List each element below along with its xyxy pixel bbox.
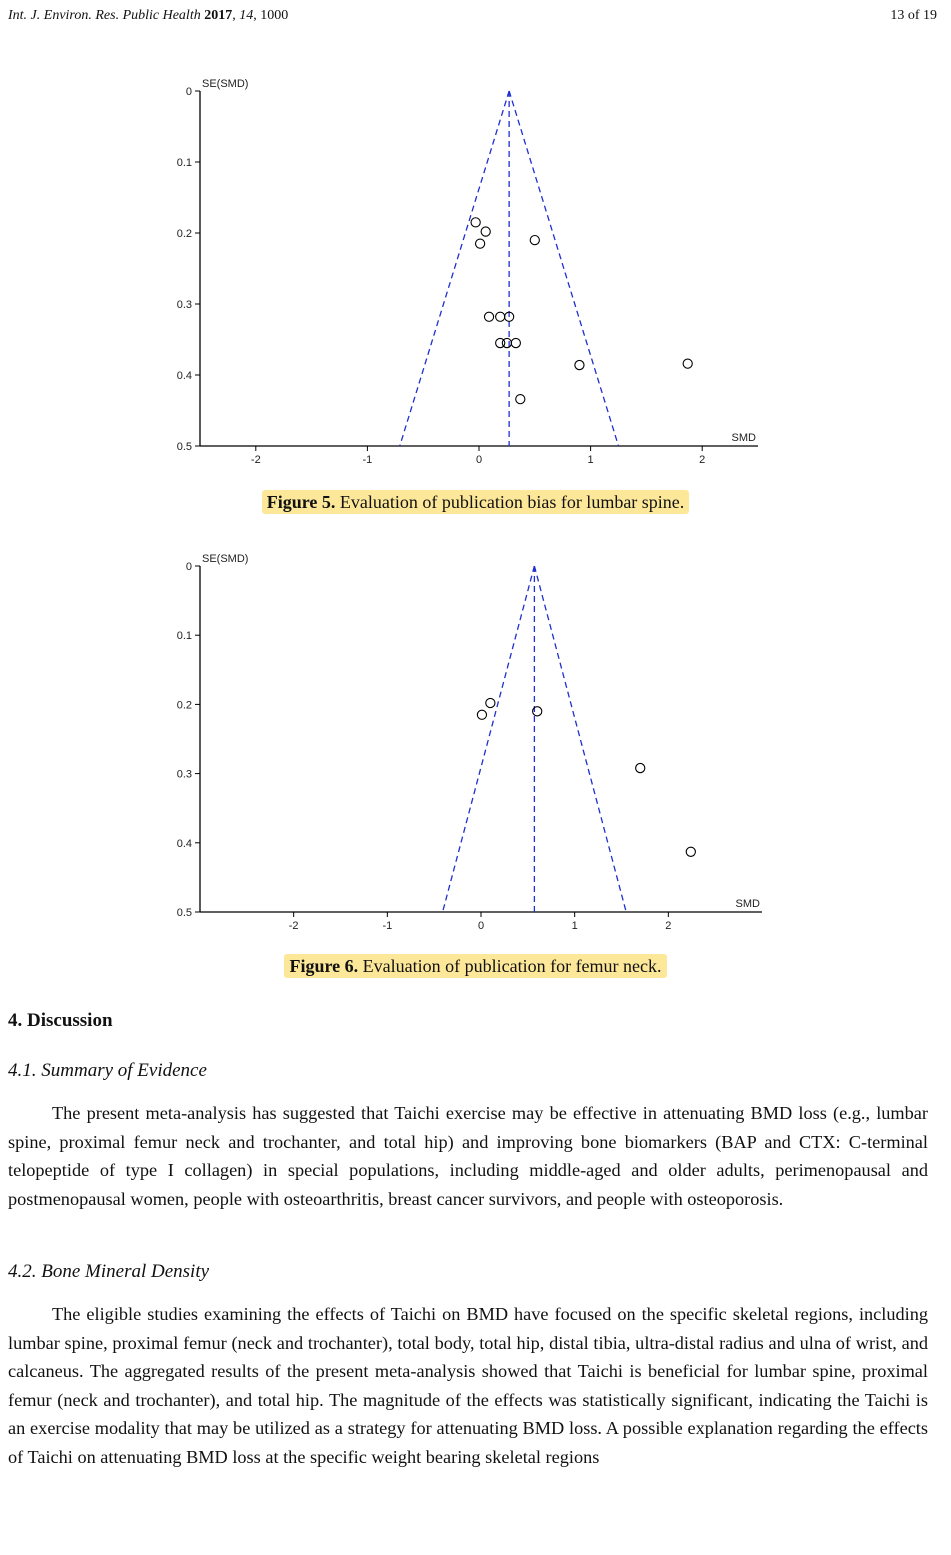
study-point: [481, 227, 490, 236]
study-point: [636, 763, 645, 772]
y-tick-label: 0.1: [176, 157, 192, 169]
x-axis-label: SMD: [731, 432, 756, 444]
study-point: [484, 312, 493, 321]
y-tick-label: 0.4: [176, 837, 192, 850]
page-number: 13 of 19: [890, 8, 937, 23]
y-tick-label: 0.4: [176, 370, 192, 382]
y-tick-label: 0.1: [176, 630, 192, 643]
study-point: [476, 239, 485, 248]
study-point: [502, 338, 511, 347]
figure5-label: Figure 5.: [266, 492, 336, 512]
x-tick-label: -2: [250, 454, 261, 466]
x-tick-label: -2: [288, 920, 299, 932]
y-tick-label: 0.3: [176, 299, 192, 311]
x-tick-label: 2: [665, 920, 672, 932]
subsection-heading-summary: 4.1. Summary of Evidence: [8, 1060, 207, 1081]
figure6-label: Figure 6.: [289, 956, 359, 976]
figure6-caption: [0, 956, 951, 977]
figure5-caption-text: Evaluation of publication bias for lumbar spine.: [335, 492, 685, 512]
figure5-caption: [0, 492, 951, 513]
study-point: [686, 847, 695, 856]
section-heading-discussion: 4. Discussion: [8, 1010, 113, 1031]
y-tick-label: 0: [185, 561, 192, 573]
x-tick-label: 2: [699, 454, 706, 466]
x-tick-label: -1: [362, 454, 373, 466]
journal-name: Int. J. Environ. Res. Public Health: [8, 8, 201, 23]
study-point: [511, 338, 520, 347]
paragraph-bmd: The eligible studies examining the effects of Taichi on BMD have focused on the specific skeletal regions, including lumbar spine, proximal femur (neck and trochanter), total body, total hip, distal tibia, ultra-distal radius and ulna of wrist, and calcaneus. The aggregated results of the present meta-analysis showed that Taichi is beneficial for lumbar spine, proximal femur (neck and trochanter), and total hip. The magnitude of the effects was statistically significant, indicating the Taichi is an exercise modality that may be utilized as a strategy for attenuating BMD loss. A possible explanation regarding the effects of Taichi on attenuating BMD loss at the specific weight bearing skeletal regions: [8, 1304, 928, 1467]
running-head: [8, 8, 937, 28]
study-point: [496, 312, 505, 321]
journal-volume: 14: [239, 8, 254, 23]
figure6-caption-text: Evaluation of publication for femur neck.: [358, 956, 662, 976]
funnel-right-limit: [534, 566, 626, 912]
y-axis-label: SE(SMD): [202, 553, 249, 565]
article-number: 1000: [260, 8, 289, 23]
subsection-heading-bmd: 4.2. Bone Mineral Density: [8, 1261, 210, 1282]
journal-citation: Int. J. Environ. Res. Public Health 2017, 14, 1000: [8, 8, 289, 23]
paragraph-summary: The present meta-analysis has suggested that Taichi exercise may be effective in attenuating BMD loss (e.g., lumbar spine, proximal femur neck and trochanter, and total hip) and improving bone biomarkers (BAP and CTX: C-terminal telopeptide of type I collagen) in special populations, including middle-aged and older adults, perimenopausal and postmenopausal women, people with osteoarthritis, breast cancer survivors, and people with osteoporosis.: [8, 1103, 928, 1209]
study-point: [530, 236, 539, 245]
x-tick-label: 1: [587, 454, 594, 466]
y-tick-label: 0.2: [176, 699, 192, 712]
x-tick-label: 0: [475, 454, 483, 466]
study-point: [575, 360, 584, 369]
journal-year: 2017: [204, 8, 233, 23]
x-axis-label: SMD: [735, 898, 760, 910]
y-tick-label: 0.3: [176, 768, 192, 781]
figure5-caption-box: [262, 490, 690, 514]
y-tick-label: 0.5: [176, 907, 192, 919]
funnel-plot-lumbar-spine: [0, 70, 951, 550]
study-point: [516, 395, 525, 404]
y-axis-label: SE(SMD): [202, 78, 249, 90]
study-point: [471, 218, 480, 227]
study-point: [486, 698, 495, 707]
figure6-caption-box: [284, 954, 666, 978]
study-point: [683, 359, 692, 368]
x-tick-label: 0: [477, 920, 485, 932]
x-tick-label: 1: [571, 920, 578, 932]
funnel-left-limit: [443, 566, 535, 912]
y-tick-label: 0.2: [176, 228, 192, 240]
x-tick-label: -1: [382, 920, 393, 932]
funnel-plot-femur-neck: [0, 545, 951, 945]
study-point: [477, 710, 486, 719]
y-tick-label: 0: [185, 86, 192, 98]
funnel-right-limit: [509, 91, 618, 446]
funnel-left-limit: [400, 91, 509, 446]
y-tick-label: 0.5: [176, 441, 192, 453]
